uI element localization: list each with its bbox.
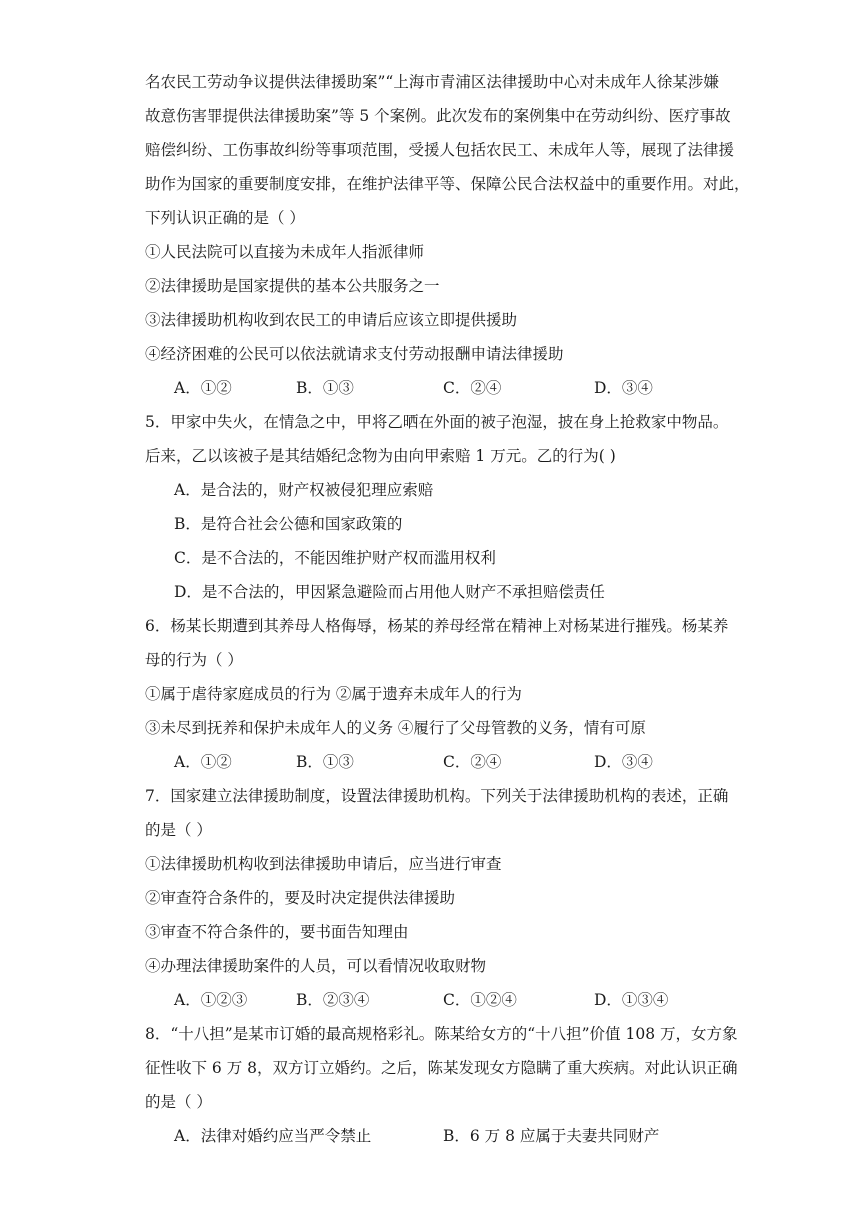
question-stem-line: 的是（ ） xyxy=(145,821,212,839)
statement-item: ③法律援助机构收到农民工的申请后应该立即提供援助 xyxy=(145,311,518,329)
statement-item: ①法律援助机构收到法律援助申请后，应当进行审查 xyxy=(145,855,502,873)
statement-item: ④办理法律援助案件的人员，可以看情况收取财物 xyxy=(145,957,487,975)
answer-option-a: A．①②③ xyxy=(174,991,248,1009)
question-stem-line: 后来，乙以该被子是其结婚纪念物为由向甲索赔 1 万元。乙的行为( ) xyxy=(145,447,616,465)
answer-option-a: A．是合法的，财产权被侵犯理应索赔 xyxy=(174,481,434,499)
answer-option-b: B．②③④ xyxy=(296,991,370,1009)
answer-option-b: B．①③ xyxy=(296,753,354,771)
statement-item: ③未尽到抚养和保护未成年人的义务 ④履行了父母管教的义务，情有可原 xyxy=(145,719,646,737)
answer-option-b: B．6 万 8 应属于夫妻共同财产 xyxy=(443,1127,660,1145)
question-stem-line: 名农民工劳动争议提供法律援助案”“上海市青浦区法律援助中心对未成年人徐某涉嫌 xyxy=(145,73,719,91)
answer-option-a: A．①② xyxy=(174,379,232,397)
answer-option-c: C．是不合法的，不能因维护财产权而滥用权利 xyxy=(174,549,496,567)
answer-option-c: C．②④ xyxy=(443,379,502,397)
question-stem-line: 5．甲家中失火，在情急之中，甲将乙晒在外面的被子泡湿，披在身上抢救家中物品。 xyxy=(145,413,729,431)
statement-item: ①属于虐待家庭成员的行为 ②属于遗弃未成年人的行为 xyxy=(145,685,522,703)
answer-option-d: D．③④ xyxy=(594,379,653,397)
question-stem-line: 8．“十八担”是某市订婚的最高规格彩礼。陈某给女方的“十八担”价值 108 万，女方象 xyxy=(145,1025,738,1043)
statement-item: ③审查不符合条件的，要书面告知理由 xyxy=(145,923,409,941)
answer-option-d: D．③④ xyxy=(594,753,653,771)
answer-option-b: B．①③ xyxy=(296,379,354,397)
answer-option-c: C．②④ xyxy=(443,753,502,771)
answer-option-c: C．①②④ xyxy=(443,991,517,1009)
question-stem-line: 6．杨某长期遭到其养母人格侮辱，杨某的养母经常在精神上对杨某进行摧残。杨某养 xyxy=(145,617,729,635)
question-stem-line: 下列认识正确的是（ ） xyxy=(145,209,305,227)
statement-item: ①人民法院可以直接为未成年人指派律师 xyxy=(145,243,425,261)
answer-option-d: D．①③④ xyxy=(594,991,669,1009)
question-stem-line: 赔偿纠纷、工伤事故纠纷等事项范围，受援人包括农民工、未成年人等，展现了法律援 xyxy=(145,141,735,159)
statement-item: ④经济困难的公民可以依法就请求支付劳动报酬申请法律援助 xyxy=(145,345,564,363)
answer-option-d: D．是不合法的，甲因紧急避险而占用他人财产不承担赔偿责任 xyxy=(174,583,605,601)
question-stem-line: 征性收下 6 万 8，双方订立婚约。之后，陈某发现女方隐瞒了重大疾病。对此认识正确 xyxy=(145,1059,738,1077)
statement-item: ②法律援助是国家提供的基本公共服务之一 xyxy=(145,277,440,295)
answer-option-a: A．法律对婚约应当严令禁止 xyxy=(174,1127,372,1145)
answer-option-b: B．是符合社会公德和国家政策的 xyxy=(174,515,403,533)
question-stem-line: 7．国家建立法律援助制度，设置法律援助机构。下列关于法律援助机构的表述，正确 xyxy=(145,787,729,805)
question-stem-line: 母的行为（ ） xyxy=(145,651,243,669)
question-stem-line: 故意伤害罪提供法律援助案”等 5 个案例。此次发布的案例集中在劳动纠纷、医疗事故 xyxy=(145,107,731,125)
question-stem-line: 的是（ ） xyxy=(145,1093,212,1111)
answer-option-a: A．①② xyxy=(174,753,232,771)
question-stem-line: 助作为国家的重要制度安排，在维护法律平等、保障公民合法权益中的重要作用。对此， xyxy=(145,175,750,193)
statement-item: ②审查符合条件的，要及时决定提供法律援助 xyxy=(145,889,456,907)
